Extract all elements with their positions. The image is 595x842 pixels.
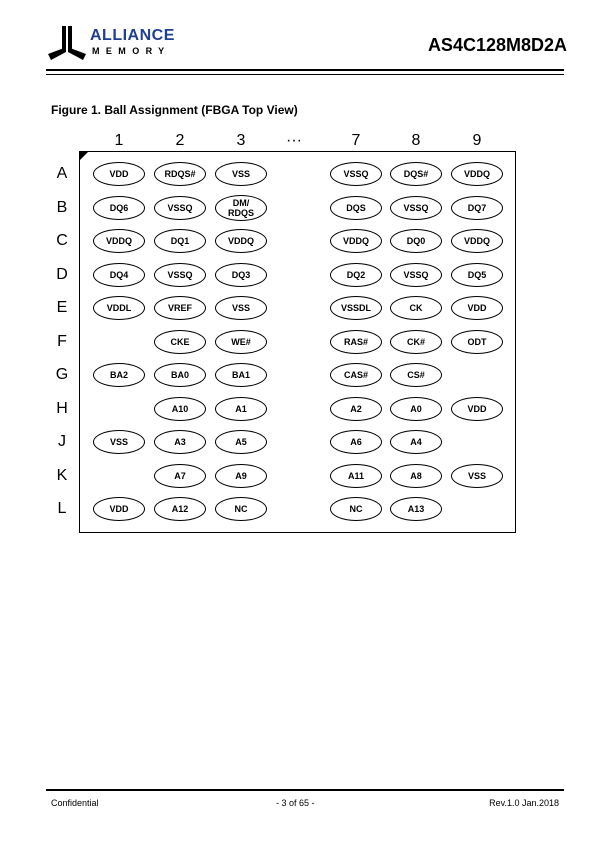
ball-pin: WE# <box>215 330 267 354</box>
ball-pin: VDDQ <box>451 229 503 253</box>
ball-pin: A1 <box>215 397 267 421</box>
ball-pin: DQ7 <box>451 196 503 220</box>
ball-pin: CK# <box>390 330 442 354</box>
ball-pin: BA0 <box>154 363 206 387</box>
column-label: 7 <box>351 132 361 149</box>
ball-pin: VSS <box>451 464 503 488</box>
ball-pin: NC <box>330 497 382 521</box>
part-number: AS4C128M8D2A <box>427 35 567 55</box>
row-label: F <box>57 332 67 350</box>
ball-pin: VDDQ <box>215 229 267 253</box>
ball-pin: A11 <box>330 464 382 488</box>
footer-revision: Rev.1.0 Jan.2018 <box>489 798 559 808</box>
row-label: B <box>56 198 68 216</box>
logo-wordmark-top: ALLIANCE <box>90 27 175 44</box>
ball-pin: VDDL <box>93 296 145 320</box>
ball-pin: VSS <box>215 162 267 186</box>
row-label: C <box>56 232 68 249</box>
ball-pin: VDDQ <box>93 229 145 253</box>
column-label: 8 <box>411 132 421 149</box>
ball-pin: VSSQ <box>390 196 442 220</box>
row-label: A <box>56 165 68 182</box>
ball-pin: VDD <box>451 296 503 320</box>
ball-pin: ODT <box>451 330 503 354</box>
figure-title: Figure 1. Ball Assignment (FBGA Top View) <box>51 103 298 117</box>
ball-pin: NC <box>215 497 267 521</box>
ball-pin: DQ4 <box>93 263 145 287</box>
ball-pin: VDD <box>451 397 503 421</box>
pin1-corner-marker <box>80 152 88 160</box>
ball-pin: A0 <box>390 397 442 421</box>
ball-grid <box>79 151 516 533</box>
ball-pin: BA2 <box>93 363 145 387</box>
ball-pin: DQS <box>330 196 382 220</box>
ball-pin: A5 <box>215 430 267 454</box>
row-label: D <box>56 265 68 283</box>
ball-pin: DQ2 <box>330 263 382 287</box>
row-label: G <box>55 366 69 383</box>
column-label: 9 <box>472 132 482 149</box>
ball-pin: A6 <box>330 430 382 454</box>
ball-pin: VDD <box>93 162 145 186</box>
ball-pin: A12 <box>154 497 206 521</box>
ball-pin: VSSQ <box>154 196 206 220</box>
ball-pin: DQ5 <box>451 263 503 287</box>
column-label: 2 <box>175 132 185 149</box>
row-label: J <box>58 433 66 450</box>
column-label: 1 <box>114 132 124 149</box>
column-label: ··· <box>286 132 302 149</box>
row-label: E <box>56 299 68 316</box>
ball-pin: DQ1 <box>154 229 206 253</box>
footer-confidential: Confidential <box>51 798 99 808</box>
ball-pin: CK <box>390 296 442 320</box>
ball-pin: DQ3 <box>215 263 267 287</box>
ball-pin: DQ6 <box>93 196 145 220</box>
footer-rule <box>46 789 564 791</box>
ball-pin: CS# <box>390 363 442 387</box>
ball-pin: A10 <box>154 397 206 421</box>
ball-pin: VREF <box>154 296 206 320</box>
ball-pin: CAS# <box>330 363 382 387</box>
ball-pin: DM/ RDQS <box>215 195 267 221</box>
header-rule <box>46 69 564 71</box>
ball-pin: CKE <box>154 330 206 354</box>
ball-pin: VDDQ <box>330 229 382 253</box>
ball-pin: RAS# <box>330 330 382 354</box>
ball-pin: VSSDL <box>330 296 382 320</box>
ball-pin: A3 <box>154 430 206 454</box>
row-label: L <box>57 500 67 517</box>
ball-pin: RDQS# <box>154 162 206 186</box>
ball-pin: A4 <box>390 430 442 454</box>
ball-pin: VSS <box>215 296 267 320</box>
ball-pin: VSSQ <box>390 263 442 287</box>
footer-page-number: - 3 of 65 - <box>276 798 315 808</box>
ball-pin: A2 <box>330 397 382 421</box>
ball-pin: VSS <box>93 430 145 454</box>
column-label: 3 <box>236 132 246 149</box>
header-rule-thin <box>46 74 564 75</box>
ball-pin: VDD <box>93 497 145 521</box>
logo-wordmark-bottom: MEMORY <box>92 46 171 56</box>
ball-pin: A7 <box>154 464 206 488</box>
ball-pin: VSSQ <box>154 263 206 287</box>
ball-pin: VDDQ <box>451 162 503 186</box>
ball-pin: VSSQ <box>330 162 382 186</box>
row-label: H <box>56 399 68 417</box>
ball-pin: A9 <box>215 464 267 488</box>
ball-pin: A8 <box>390 464 442 488</box>
row-label: K <box>56 466 68 484</box>
ball-pin: DQ0 <box>390 229 442 253</box>
ball-pin: BA1 <box>215 363 267 387</box>
ball-pin: DQS# <box>390 162 442 186</box>
ball-pin: A13 <box>390 497 442 521</box>
company-logo <box>46 24 176 64</box>
alliance-logo-icon <box>46 24 88 62</box>
